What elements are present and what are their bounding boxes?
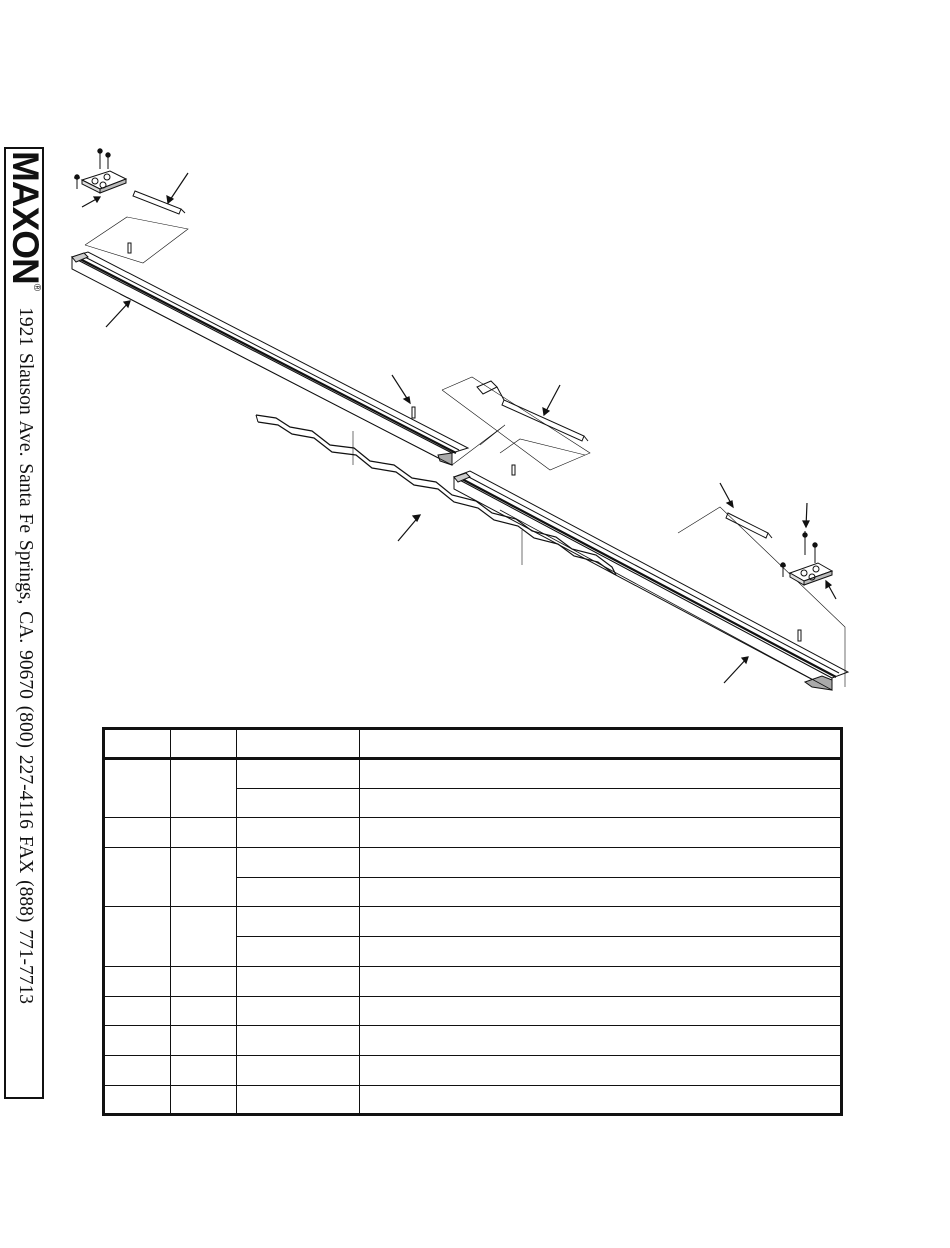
hinge-plate-left xyxy=(82,171,126,193)
cell-description xyxy=(360,877,842,907)
cell-part-number xyxy=(237,818,360,848)
table-row xyxy=(104,759,842,789)
cell-qty xyxy=(171,966,237,996)
hinge-pin-upper xyxy=(133,191,185,214)
exploded-view-diagram xyxy=(60,135,940,725)
header-qty xyxy=(171,729,237,759)
cell-qty xyxy=(171,759,237,818)
cell-qty xyxy=(171,1026,237,1056)
cell-qty xyxy=(171,1055,237,1085)
cell-part-number xyxy=(237,788,360,818)
callout-arrows-spring xyxy=(398,515,420,541)
cell-part-number xyxy=(237,848,360,878)
callout-arrows-middle xyxy=(543,385,560,415)
cell-description xyxy=(360,937,842,967)
table-row xyxy=(104,996,842,1026)
company-sidebar xyxy=(4,147,44,1099)
cell-item xyxy=(104,759,171,818)
header-description xyxy=(360,729,842,759)
platform-section-upper xyxy=(72,252,468,465)
cell-part-number xyxy=(237,759,360,789)
cell-part-number xyxy=(237,1026,360,1056)
cell-qty xyxy=(171,907,237,966)
cell-part-number xyxy=(237,907,360,937)
table-row xyxy=(104,1085,842,1115)
header-part-number xyxy=(237,729,360,759)
callout-arrows-upper-mid xyxy=(392,375,410,403)
cell-item xyxy=(104,907,171,966)
cell-description xyxy=(360,818,842,848)
hinge-pin-middle xyxy=(477,381,588,441)
cell-part-number xyxy=(237,877,360,907)
cell-description xyxy=(360,1055,842,1085)
cell-description xyxy=(360,996,842,1026)
brand-logo: MAXON xyxy=(5,151,46,284)
cell-qty xyxy=(171,996,237,1026)
cell-part-number xyxy=(237,937,360,967)
cell-item xyxy=(104,1026,171,1056)
cell-description xyxy=(360,848,842,878)
platform-section-lower xyxy=(454,471,848,690)
table-row xyxy=(104,848,842,878)
cell-description xyxy=(360,759,842,789)
leader-box-upper xyxy=(85,217,188,263)
parts-table xyxy=(102,727,843,1116)
table-row xyxy=(104,966,842,996)
cell-item xyxy=(104,996,171,1026)
cell-item xyxy=(104,1055,171,1085)
table-row xyxy=(104,1055,842,1085)
table-row xyxy=(104,818,842,848)
cell-item xyxy=(104,848,171,907)
table-row xyxy=(104,1026,842,1056)
cell-description xyxy=(360,1026,842,1056)
cell-item xyxy=(104,1085,171,1115)
cell-description xyxy=(360,788,842,818)
cell-part-number xyxy=(237,1055,360,1085)
table-header-row xyxy=(104,729,842,759)
cell-description xyxy=(360,907,842,937)
cell-part-number xyxy=(237,966,360,996)
cell-description xyxy=(360,966,842,996)
hinge-pin-lower xyxy=(726,513,772,538)
sidebar-text-row xyxy=(6,149,44,1097)
cell-item xyxy=(104,818,171,848)
stud-pin-lower xyxy=(512,465,801,641)
cell-qty xyxy=(171,818,237,848)
cell-description xyxy=(360,1085,842,1115)
cell-part-number xyxy=(237,1085,360,1115)
registered-mark: ® xyxy=(31,283,42,292)
header-item xyxy=(104,729,171,759)
company-address: 1921 Slauson Ave. Santa Fe Springs, CA. 90670 (800) 227-4116 FAX (888) 771-7713 xyxy=(15,307,36,1005)
cell-qty xyxy=(171,848,237,907)
stud-pin-upper xyxy=(128,243,415,418)
cell-item xyxy=(104,966,171,996)
table-row xyxy=(104,907,842,937)
cell-part-number xyxy=(237,996,360,1026)
cell-qty xyxy=(171,1085,237,1115)
